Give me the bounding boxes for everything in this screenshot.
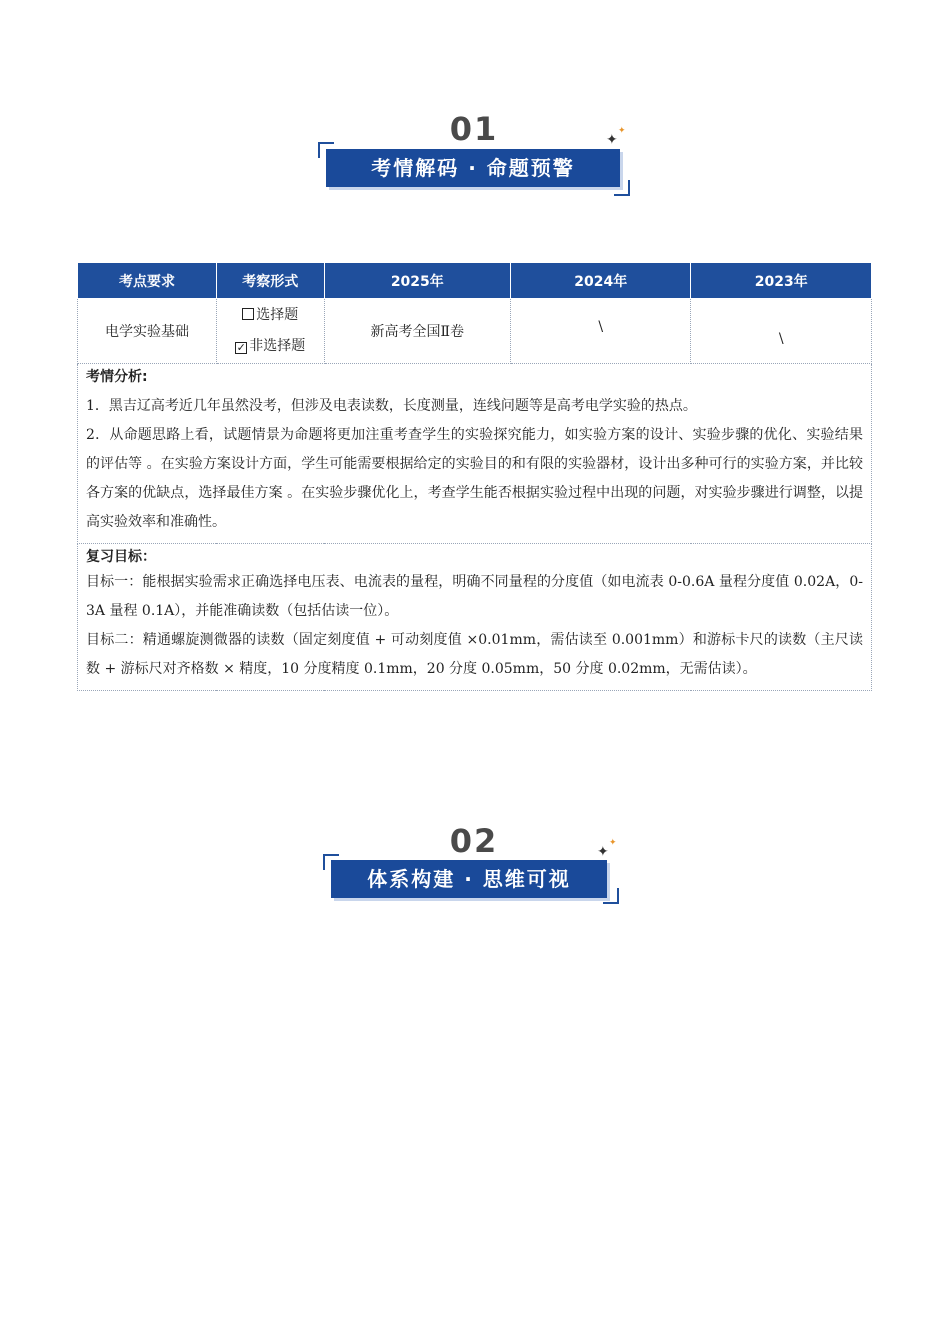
section-title: 体系构建 · 思维可视 (331, 860, 607, 898)
table-header-row (78, 263, 872, 299)
analysis-row (78, 364, 872, 544)
header-2023: 2023年 (691, 263, 872, 299)
section-number: 02 (449, 822, 499, 860)
section-banner-02 (323, 822, 625, 912)
option-label: 非选择题 (249, 338, 306, 354)
cell-2023: \ (691, 299, 872, 364)
checked-box-icon: ✓ (236, 341, 246, 354)
exam-overview-table (77, 262, 872, 691)
frame-corner-bottom-right (614, 180, 630, 196)
analysis-heading: 考情分析: (86, 369, 148, 385)
section-number: 01 (449, 110, 499, 148)
option-choice (218, 300, 323, 331)
form-cell (216, 299, 324, 364)
frame-corner-bottom-right (603, 888, 619, 904)
cell-2024: \ (510, 299, 691, 364)
header-2024: 2024年 (510, 263, 691, 299)
sparkle-icon: ✦ (597, 844, 609, 860)
review-cell (78, 544, 872, 691)
review-heading: 复习目标： (86, 549, 156, 565)
header-form: 考察形式 (216, 263, 324, 299)
analysis-item-2: 2．从命题思路上看，试题情景为命题将更加注重考查学生的实验探究能力，如实验方案的设计、实验步骤的优化、实验结果的评估等 。在实验方案设计方面，学生可能需要根据给定的实验目的和有限的实验器材，设计出多种可行的实验方案，并比较各方案的优缺点，选择最佳方案 。在实验步骤优化上，考查学生能否根据实验过程中出现的问题，对实验步骤进行调整，以提高实验效率和准确性。 (86, 427, 863, 530)
sparkle-small-icon: ✦ (609, 838, 617, 848)
review-goal-1: 目标一：能根据实验需求正确选择电压表、电流表的量程，明确不同量程的分度值（如电流表 0-0.6A 量程分度值 0.02A，0-3A 量程 0.1A），并能准确读数（包括估读一位）。 (86, 574, 863, 619)
review-goal-2: 目标二：精通螺旋测微器的读数（固定刻度值 + 可动刻度值 ×0.01mm，需估读至 0.001mm）和游标卡尺的读数（主尺读数 + 游标尺对齐格数 × 精度，10 分度精度 0.1mm，20 分度 0.05mm，50 分度 0.02mm，无需估读）。 (86, 632, 863, 677)
unchecked-box-icon (242, 308, 254, 320)
section-title: 考情解码 · 命题预警 (326, 149, 620, 187)
table-row (78, 299, 872, 364)
review-row (78, 544, 872, 691)
sparkle-icon: ✦ (606, 132, 618, 148)
option-label: 选择题 (256, 307, 299, 323)
header-2025: 2025年 (324, 263, 510, 299)
analysis-item-1: 1．黑吉辽高考近几年虽然没考，但涉及电表读数，长度测量，连线问题等是高考电学实验的热点。 (86, 398, 697, 414)
topic-cell: 电学实验基础 (78, 299, 217, 364)
cell-2025: 新高考全国Ⅱ卷 (324, 299, 510, 364)
header-topic: 考点要求 (78, 263, 217, 299)
option-non-choice (218, 331, 323, 362)
sparkle-small-icon: ✦ (618, 126, 626, 136)
section-banner-01 (318, 110, 630, 200)
analysis-cell (78, 364, 872, 544)
